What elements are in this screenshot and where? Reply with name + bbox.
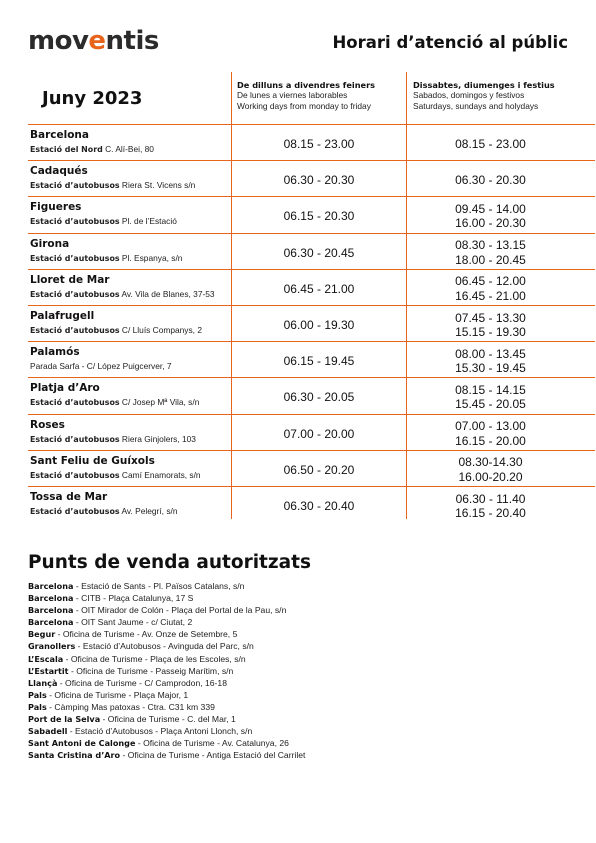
station-address <box>30 253 182 263</box>
sales-point-detail: - Estació de Sants - Pl. Països Catalans, s/n <box>73 581 245 591</box>
station-type: Estació d’autobusos <box>30 507 120 516</box>
station-type: Estació d’autobusos <box>30 181 120 191</box>
weekend-hours <box>408 235 573 271</box>
weekend-hours-afternoon: 15.30 - 19.45 <box>455 361 526 376</box>
weekends-header-en: Saturdays, sundays and holydays <box>413 100 539 111</box>
logo-text-start: mov <box>28 26 89 56</box>
station-street: Parada Sarfa - C/ López Puigcerver, 7 <box>30 361 172 372</box>
weekend-hours-morning: 08.30 - 13.15 <box>455 238 526 253</box>
row-divider <box>28 414 595 415</box>
list-item <box>28 665 305 677</box>
weekdays-column-header <box>237 80 375 111</box>
weekend-hours-morning: 08.15 - 14.15 <box>455 382 526 397</box>
station-street: Av. Pelegrí, s/n <box>119 506 178 516</box>
station-address <box>30 180 195 190</box>
weekday-hours: 06.15 - 20.30 <box>283 209 355 224</box>
list-item <box>28 749 305 761</box>
weekend-hours <box>408 379 573 415</box>
weekend-hours <box>408 271 573 307</box>
station-city: Cadaqués <box>30 165 88 178</box>
table-row <box>28 126 595 162</box>
station-address <box>30 470 201 480</box>
row-divider <box>28 160 595 161</box>
list-item <box>28 628 305 640</box>
station-street: Camí Enamorats, s/n <box>119 469 201 480</box>
row-divider <box>28 196 595 197</box>
station-type: Estació d’autobusos <box>30 217 120 227</box>
sales-point-detail: - Estació d’Autobusos - Plaça Antoni Llonch, s/n <box>67 726 253 737</box>
table-row <box>28 307 595 343</box>
sales-point-detail: - Oficina de Turisme - C/ Camprodon, 16-18 <box>57 677 227 688</box>
table-row <box>28 416 595 452</box>
sales-point-detail: - Oficina de Turisme - Passeig Marítim, s/n <box>68 665 234 676</box>
logo-accent-letter: e <box>88 26 106 56</box>
station-city: Platja d’Aro <box>30 382 100 395</box>
station-address <box>30 289 215 299</box>
sales-point-detail: - Càmping Mas patoxas - Ctra. C31 km 339 <box>46 701 215 712</box>
sales-point-place: Llançà <box>28 677 58 688</box>
station-city: Roses <box>30 418 65 431</box>
station-address <box>30 506 178 516</box>
station-address <box>30 144 154 154</box>
list-item <box>28 713 305 725</box>
moventis-logo <box>28 26 159 56</box>
month-heading: Juny 2023 <box>42 88 143 109</box>
station-city: Figueres <box>30 201 82 214</box>
station-type: Estació d’autobusos <box>30 470 120 480</box>
station-address <box>30 361 172 371</box>
station-city: Sant Feliu de Guíxols <box>30 454 155 467</box>
weekday-hours: 06.30 - 20.40 <box>283 499 355 513</box>
weekday-hours: 07.00 - 20.00 <box>283 426 355 441</box>
sales-point-place: Granollers <box>28 641 76 652</box>
station-city: Girona <box>30 237 70 250</box>
station-street: C/ Lluís Companys, 2 <box>119 325 202 335</box>
sales-point-detail: - Oficina de Turisme - Antiga Estació del Carrilet <box>120 750 306 761</box>
weekend-hours-morning: 06.30 - 11.40 <box>455 491 526 506</box>
weekday-hours: 06.30 - 20.45 <box>283 245 355 260</box>
weekends-header-es: Sabados, domingos y festivos <box>413 90 525 101</box>
weekend-hours-afternoon: 16.00-20.20 <box>458 469 523 484</box>
weekday-hours: 06.45 - 21.00 <box>283 281 355 296</box>
row-divider <box>28 269 595 270</box>
sales-points-list <box>28 580 305 761</box>
list-item <box>28 640 305 652</box>
list-item <box>28 677 305 689</box>
sales-point-place: Barcelona <box>28 617 74 628</box>
sales-point-detail: - Oficina de Turisme - C. del Mar, 1 <box>100 714 236 725</box>
sales-point-place: Pals <box>28 701 47 712</box>
weekend-hours-morning: 07.00 - 13.00 <box>455 419 526 434</box>
weekend-hours-afternoon: 15.15 - 19.30 <box>455 325 526 339</box>
row-divider <box>28 341 595 342</box>
table-row <box>28 271 595 307</box>
weekend-hours-afternoon: 16.15 - 20.40 <box>455 506 526 520</box>
station-type: Estació d’autobusos <box>30 434 120 444</box>
sales-point-detail: - OIT Mirador de Colón - Plaça del Portal de la Pau, s/n <box>73 605 287 616</box>
station-type: Estació d’autobusos <box>30 398 120 408</box>
sales-point-place: Sant Antoni de Calonge <box>28 738 136 749</box>
weekday-hours: 06.30 - 20.30 <box>283 173 355 188</box>
weekend-hours <box>408 126 573 162</box>
sales-point-place: L’Estartit <box>28 665 69 676</box>
weekend-hours-afternoon: 16.15 - 20.00 <box>455 433 526 448</box>
table-row <box>28 162 595 198</box>
station-street: C. Alí-Bei, 80 <box>102 144 154 154</box>
weekend-hours-afternoon: 16.00 - 20.30 <box>455 216 526 231</box>
list-item <box>28 737 305 749</box>
table-row <box>28 452 595 488</box>
station-type: Estació d’autobusos <box>30 326 120 335</box>
weekday-hours: 08.15 - 23.00 <box>283 137 355 151</box>
sales-point-place: Pals <box>28 689 47 700</box>
list-item <box>28 725 305 737</box>
row-divider <box>28 450 595 451</box>
weekend-hours <box>408 198 573 234</box>
weekend-hours <box>408 307 573 343</box>
list-item <box>28 580 305 592</box>
weekends-header-ca: Dissabtes, diumenges i festius <box>413 80 555 90</box>
page-title: Horari d’atenció al públic <box>332 33 568 52</box>
weekend-hours <box>408 416 573 452</box>
list-item <box>28 604 305 616</box>
row-divider <box>28 305 595 306</box>
station-type: Estació del Nord <box>30 145 103 154</box>
weekend-hours <box>408 343 573 379</box>
list-item <box>28 616 305 628</box>
sales-point-detail: - Oficina de Turisme - Plaça de les Escoles, s/n <box>63 653 246 664</box>
list-item <box>28 592 305 604</box>
sales-point-place: Sabadell <box>28 726 68 737</box>
station-address <box>30 325 202 335</box>
sales-point-detail: - Estació d’Autobusos - Avinguda del Parc, s/n <box>75 641 254 652</box>
station-city: Palafrugell <box>30 310 95 322</box>
weekdays-header-es: De lunes a viernes laborables <box>237 90 348 101</box>
sales-point-detail: - CITB - Plaça Catalunya, 17 S <box>73 593 194 604</box>
station-street: C/ Josep Mª Vila, s/n <box>119 397 200 408</box>
list-item <box>28 653 305 665</box>
station-city: Lloret de Mar <box>30 273 110 286</box>
sales-point-place: Port de la Selva <box>28 714 101 725</box>
sales-point-detail: - OIT Sant Jaume - c/ Ciutat, 2 <box>73 617 193 628</box>
sales-point-place: Begur <box>28 629 56 640</box>
sales-point-place: Barcelona <box>28 593 74 604</box>
weekdays-header-ca: De dilluns a divendres feiners <box>237 80 376 90</box>
weekend-hours <box>408 162 573 198</box>
station-address <box>30 216 177 226</box>
table-row <box>28 343 595 379</box>
logo-text-end: ntis <box>105 26 159 56</box>
station-city: Tossa de Mar <box>30 491 108 503</box>
weekend-hours-morning: 06.45 - 12.00 <box>455 274 526 289</box>
station-city: Barcelona <box>30 129 89 141</box>
station-street: Pl. de l’Estació <box>119 216 177 227</box>
weekend-hours-afternoon: 15.45 - 20.05 <box>455 397 526 412</box>
station-address <box>30 397 199 407</box>
table-row <box>28 235 595 271</box>
weekends-column-header <box>413 80 555 111</box>
sales-point-place: Barcelona <box>28 581 74 591</box>
weekday-hours: 06.30 - 20.05 <box>283 390 355 405</box>
list-item <box>28 701 305 713</box>
weekend-hours-afternoon: 18.00 - 20.45 <box>455 252 526 267</box>
weekend-hours <box>408 452 573 488</box>
sales-point-detail: - Oficina de Turisme - Av. Onze de Setembre, 5 <box>55 629 238 640</box>
weekend-hours-morning: 09.45 - 14.00 <box>455 201 526 216</box>
weekday-hours: 06.15 - 19.45 <box>283 354 355 369</box>
list-item <box>28 689 305 701</box>
station-street: Riera Ginjolers, 103 <box>119 433 196 444</box>
row-divider <box>28 486 595 487</box>
weekend-hours-morning: 07.45 - 13.30 <box>455 310 526 325</box>
station-street: Riera St. Vicens s/n <box>119 180 196 191</box>
station-city: Palamós <box>30 346 80 359</box>
sales-point-detail: - Oficina de Turisme - Plaça Major, 1 <box>46 689 189 700</box>
station-type: Estació d’autobusos <box>30 253 120 263</box>
weekend-hours-morning: 08.15 - 23.00 <box>455 136 526 151</box>
sales-point-place: Santa Cristina d’Aro <box>28 750 121 761</box>
sales-point-place: Barcelona <box>28 605 74 616</box>
weekdays-header-en: Working days from monday to friday <box>237 100 371 111</box>
station-street: Pl. Espanya, s/n <box>119 252 183 263</box>
weekend-hours-morning: 08.30-14.30 <box>458 455 523 470</box>
station-street: Av. Vila de Blanes, 37-53 <box>119 288 215 299</box>
station-address <box>30 434 196 444</box>
weekend-hours-morning: 06.30 - 20.30 <box>455 172 526 187</box>
table-row <box>28 198 595 234</box>
sales-point-detail: - Oficina de Turisme - Av. Catalunya, 26 <box>135 738 289 749</box>
weekend-hours-afternoon: 16.45 - 21.00 <box>455 288 526 303</box>
sales-points-title: Punts de venda autoritzats <box>28 552 311 573</box>
table-row <box>28 379 595 415</box>
sales-point-place: L’Escala <box>28 653 64 664</box>
weekday-hours: 06.50 - 20.20 <box>283 462 355 477</box>
row-divider <box>28 124 595 125</box>
station-type: Estació d’autobusos <box>30 289 120 299</box>
weekday-hours: 06.00 - 19.30 <box>283 318 355 332</box>
row-divider <box>28 233 595 234</box>
weekend-hours-morning: 08.00 - 13.45 <box>455 346 526 361</box>
table-row <box>28 488 595 524</box>
row-divider <box>28 377 595 378</box>
weekend-hours <box>408 488 573 524</box>
